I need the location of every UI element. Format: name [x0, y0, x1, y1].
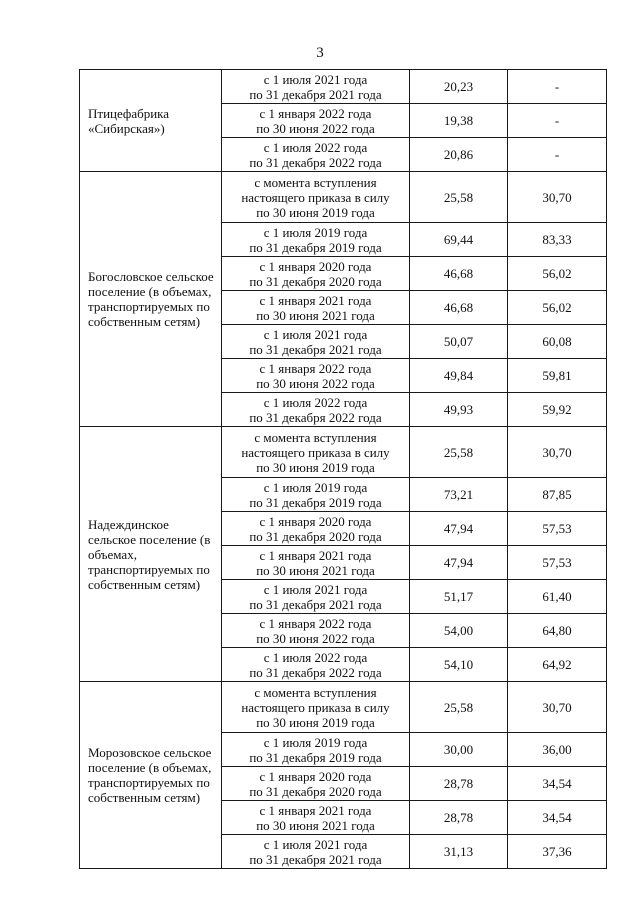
- organization-name-cell: Морозовское сельское поселение (в объемах, транспортируемых по собственным сетям): [80, 682, 222, 869]
- tariff-value-cell: 54,10: [410, 648, 508, 682]
- tariff-vat-value-cell: 59,92: [508, 393, 607, 427]
- period-cell: с 1 января 2022 года по 30 июня 2022 года: [222, 614, 410, 648]
- period-cell: с 1 июля 2022 года по 31 декабря 2022 года: [222, 138, 410, 172]
- tariff-vat-value-cell: 37,36: [508, 835, 607, 869]
- tariff-vat-value-cell: 64,80: [508, 614, 607, 648]
- period-cell: с 1 января 2020 года по 31 декабря 2020 года: [222, 257, 410, 291]
- tariff-vat-value-cell: 30,70: [508, 172, 607, 223]
- tariff-vat-value-cell: 36,00: [508, 733, 607, 767]
- tariff-value-cell: 47,94: [410, 512, 508, 546]
- page-number: 3: [316, 45, 324, 61]
- period-cell: с 1 января 2021 года по 30 июня 2021 года: [222, 291, 410, 325]
- tariff-vat-value-cell: 30,70: [508, 427, 607, 478]
- tariff-table-body: [80, 70, 607, 869]
- tariff-vat-value-cell: -: [508, 138, 607, 172]
- tariff-table: [79, 69, 607, 869]
- tariff-value-cell: 47,94: [410, 546, 508, 580]
- tariff-value-cell: 25,58: [410, 172, 508, 223]
- period-cell: с 1 января 2020 года по 31 декабря 2020 года: [222, 767, 410, 801]
- period-cell: с 1 июля 2021 года по 31 декабря 2021 года: [222, 580, 410, 614]
- tariff-value-cell: 25,58: [410, 682, 508, 733]
- organization-name-cell: Богословское сельское поселение (в объемах, транспортируемых по собственным сетям): [80, 172, 222, 427]
- tariff-value-cell: 25,58: [410, 427, 508, 478]
- tariff-vat-value-cell: 34,54: [508, 767, 607, 801]
- tariff-vat-value-cell: 83,33: [508, 223, 607, 257]
- tariff-value-cell: 49,93: [410, 393, 508, 427]
- period-cell: с 1 июля 2021 года по 31 декабря 2021 года: [222, 835, 410, 869]
- tariff-value-cell: 73,21: [410, 478, 508, 512]
- period-cell: с 1 июля 2019 года по 31 декабря 2019 года: [222, 733, 410, 767]
- tariff-vat-value-cell: 57,53: [508, 546, 607, 580]
- period-cell: с 1 января 2020 года по 31 декабря 2020 года: [222, 512, 410, 546]
- period-cell: с момента вступления настоящего приказа в силу по 30 июня 2019 года: [222, 427, 410, 478]
- tariff-value-cell: 30,00: [410, 733, 508, 767]
- tariff-vat-value-cell: 30,70: [508, 682, 607, 733]
- tariff-vat-value-cell: 56,02: [508, 291, 607, 325]
- period-cell: с 1 января 2022 года по 30 июня 2022 года: [222, 359, 410, 393]
- tariff-value-cell: 20,86: [410, 138, 508, 172]
- tariff-vat-value-cell: 56,02: [508, 257, 607, 291]
- period-cell: с 1 января 2021 года по 30 июня 2021 года: [222, 801, 410, 835]
- tariff-value-cell: 28,78: [410, 801, 508, 835]
- organization-name-cell: Птицефабрика «Сибирская»): [80, 70, 222, 172]
- period-cell: с 1 июля 2021 года по 31 декабря 2021 года: [222, 70, 410, 104]
- period-cell: с 1 июля 2022 года по 31 декабря 2022 года: [222, 648, 410, 682]
- table-row: [80, 682, 607, 733]
- period-cell: с 1 января 2021 года по 30 июня 2021 года: [222, 546, 410, 580]
- period-cell: с момента вступления настоящего приказа в силу по 30 июня 2019 года: [222, 682, 410, 733]
- tariff-vat-value-cell: 57,53: [508, 512, 607, 546]
- period-cell: с 1 июля 2019 года по 31 декабря 2019 года: [222, 223, 410, 257]
- tariff-value-cell: 20,23: [410, 70, 508, 104]
- tariff-value-cell: 69,44: [410, 223, 508, 257]
- tariff-vat-value-cell: 60,08: [508, 325, 607, 359]
- tariff-value-cell: 28,78: [410, 767, 508, 801]
- tariff-value-cell: 50,07: [410, 325, 508, 359]
- table-row: [80, 427, 607, 478]
- table-row: [80, 70, 607, 104]
- tariff-vat-value-cell: 59,81: [508, 359, 607, 393]
- tariff-vat-value-cell: 87,85: [508, 478, 607, 512]
- period-cell: с 1 июля 2021 года по 31 декабря 2021 года: [222, 325, 410, 359]
- tariff-value-cell: 46,68: [410, 291, 508, 325]
- period-cell: с момента вступления настоящего приказа в силу по 30 июня 2019 года: [222, 172, 410, 223]
- tariff-value-cell: 31,13: [410, 835, 508, 869]
- tariff-vat-value-cell: -: [508, 70, 607, 104]
- tariff-vat-value-cell: -: [508, 104, 607, 138]
- tariff-value-cell: 46,68: [410, 257, 508, 291]
- period-cell: с 1 июля 2022 года по 31 декабря 2022 года: [222, 393, 410, 427]
- tariff-value-cell: 19,38: [410, 104, 508, 138]
- tariff-vat-value-cell: 64,92: [508, 648, 607, 682]
- tariff-value-cell: 49,84: [410, 359, 508, 393]
- organization-name-cell: Надеждинское сельское поселение (в объемах, транспортируемых по собственным сетям): [80, 427, 222, 682]
- tariff-vat-value-cell: 61,40: [508, 580, 607, 614]
- period-cell: с 1 января 2022 года по 30 июня 2022 года: [222, 104, 410, 138]
- tariff-value-cell: 54,00: [410, 614, 508, 648]
- table-row: [80, 172, 607, 223]
- period-cell: с 1 июля 2019 года по 31 декабря 2019 года: [222, 478, 410, 512]
- tariff-vat-value-cell: 34,54: [508, 801, 607, 835]
- tariff-value-cell: 51,17: [410, 580, 508, 614]
